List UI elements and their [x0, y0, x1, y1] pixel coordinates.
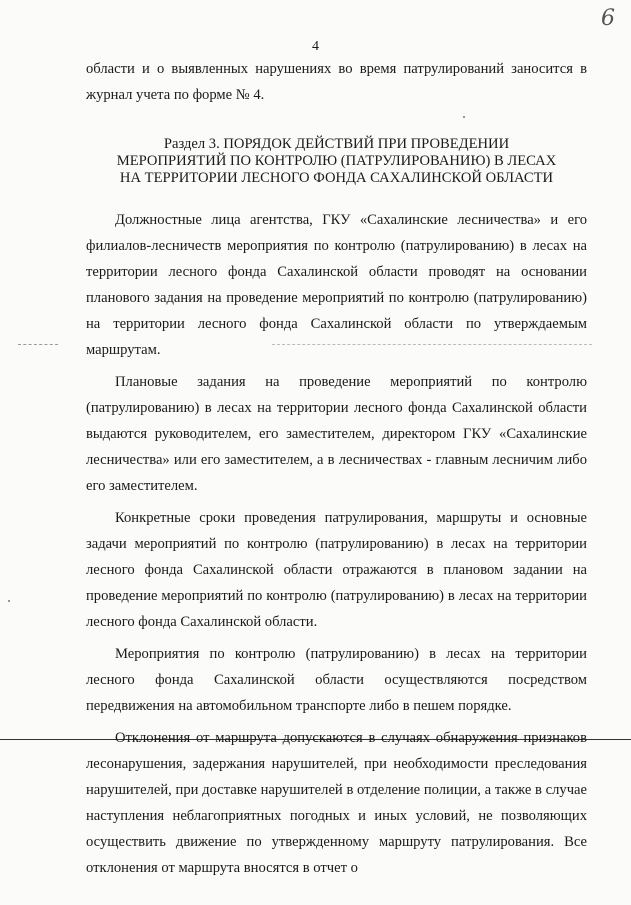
- section-heading-line: МЕРОПРИЯТИЙ ПО КОНТРОЛЮ (ПАТРУЛИРОВАНИЮ) В ЛЕСАХ: [116, 153, 557, 169]
- scan-dot: [8, 600, 10, 602]
- section-heading: [86, 136, 587, 187]
- section-heading-line: НА ТЕРРИТОРИИ ЛЕСНОГО ФОНДА САХАЛИНСКОЙ ОБЛАСТИ: [119, 170, 554, 186]
- handwritten-page-mark: 6: [601, 6, 615, 31]
- document-body: [86, 56, 587, 881]
- paragraph-transport: Мероприятия по контролю (патрулированию) в лесах на территории лесного фонда Сахалинской области осуществляются посредством передвижения на автомобильном транспорте либо в пешем порядке.: [86, 646, 587, 714]
- page-number: 4: [312, 39, 319, 54]
- paragraph-schedule: Конкретные сроки проведения патрулирования, маршруты и основные задачи мероприятий по контролю (патрулированию) в лесах на территории лесного фонда Сахалинской области отражаются в плановом задании на проведение мероприятий по контролю (патрулированию) в лесах на территории лесного фонда Сахалинской области.: [86, 510, 587, 630]
- scan-dash-mark: [18, 344, 58, 345]
- paragraph-deviations: Отклонения от маршрута допускаются в случаях обнаружения признаков лесонарушения, задержания нарушителей, при необходимости преследования нарушителей, при доставке нарушителей в отделение полиции, а также в случае наступления неблагоприятных погодных и иных условий, не позволяющих осуществить движение по утвержденному маршруту патрулирования. Все отклонения от маршрута вносятся в отчет о: [86, 730, 587, 876]
- paragraph-officials: Должностные лица агентства, ГКУ «Сахалинские лесничества» и его филиалов-лесничеств мероприятия по контролю (патрулированию) в лесах на территории лесного фонда Сахалинской области проводят на основании планового задания на проведение мероприятий по контролю (патрулированию) на территории лесного фонда Сахалинской области по утверждаемым маршрутам.: [86, 212, 587, 358]
- section-heading-line: Раздел 3. ПОРЯДОК ДЕЙСТВИЙ ПРИ ПРОВЕДЕНИИ: [163, 136, 510, 152]
- intro-paragraph: области и о выявленных нарушениях во время патрулирований заносится в журнал учета по форме № 4.: [86, 61, 587, 103]
- paragraph-planned-tasks: Плановые задания на проведение мероприятий по контролю (патрулированию) в лесах на территории лесного фонда Сахалинской области выдаются руководителем, его заместителем, директором ГКУ «Сахалинские лесничества» или его заместителем, а в лесничествах - главным лесничим либо его заместителем.: [86, 374, 587, 494]
